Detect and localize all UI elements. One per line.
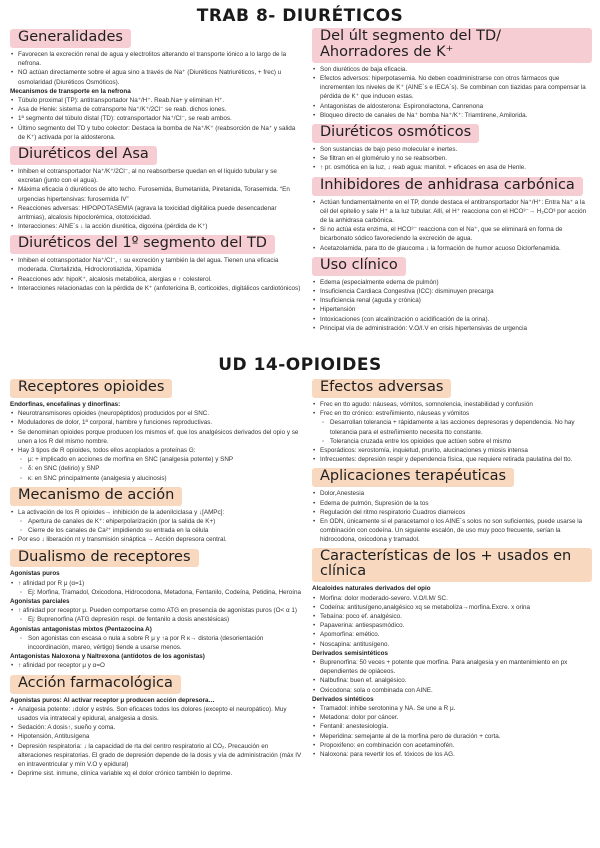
section-ultimo-segmento bbox=[312, 28, 592, 120]
list-item: • Frec en tto agudo: náuseas, vómitos, somnolencia, inestabilidad y confusión bbox=[312, 400, 592, 409]
list-item: • Dolor,Anestesia bbox=[312, 489, 592, 498]
list-subitem: ◦ Desarrollan tolerancia + rápidamente a las acciones depresoras y dependencia. No hay tolerancia para el estreñimiento necesita tto constante. bbox=[312, 418, 592, 436]
list-item: • Sedación: A dosis↑, sueño y coma. bbox=[10, 723, 302, 732]
list-item: • Son sustancias de bajo peso molecular e inertes. bbox=[312, 145, 592, 154]
heading-osmoticos: Diuréticos osmóticos bbox=[312, 124, 479, 143]
list-asa bbox=[10, 167, 302, 231]
list-item: • Frec en tto crónico: estreñimiento, náuseas y vómitos bbox=[312, 409, 592, 418]
list-item: • ↑ afinidad por R μ (α=1) bbox=[10, 579, 302, 588]
list-item: • Principal vía de administración: V.O/I.V en crisis hipertensivas de urgencia bbox=[312, 324, 592, 333]
list-item: • En ODN, únicamente si el paracetamol o los AINE´s solos no son suficientes, puede usarse la combinación con codeína. Un siguiente escalón, de uso muy poco frecuente, serían la hidrocodona, oxicodona y tramadol. bbox=[312, 517, 592, 545]
group-title: Alcaloides naturales derivados del opio bbox=[312, 585, 431, 593]
list-item: • Morfina: dolor moderado-severo. V.O/I.M/ SC. bbox=[312, 594, 592, 603]
group-title: Agonistas antagonistas mixtos (Pentazocina A) bbox=[10, 625, 152, 633]
list-item: • Propoxifeno: en combinación con acetaminofén. bbox=[312, 741, 592, 750]
list-item: • Metadona: dolor por cáncer. bbox=[312, 713, 592, 722]
list-item: • Meperidina: semejante al de la morfina pero de duración + corta. bbox=[312, 732, 592, 741]
list-item: • Edema de pulmón, Supresión de la tos bbox=[312, 499, 592, 508]
list-item: • Nalbufina: buen ef. analgésico. bbox=[312, 676, 592, 685]
list-item: • La activación de los R opioides→ inhibición de la adenilciclasa y ↓[AMPc]: bbox=[10, 508, 302, 517]
list-item: • Efectos adversos: hiperpotasemia. No deben coadministrarse con otros fármacos que incrementen los niveles de K⁺ (AINE´s e IECA´s). Se combinan con tiazidas para compensar la pérdida de K⁺ que inducen estas. bbox=[312, 74, 592, 102]
list-item: • Se filtran en el glomérulo y no se reabsorben. bbox=[312, 154, 592, 163]
list-item: • ↑ pr. osmótica en la luz, ↓ reab agua: manitol. + eficaces en asa de Henle. bbox=[312, 163, 592, 172]
list-item: • Infrecuentes: depresión respir y dependencia física, que requiere retirada paulatina del tto. bbox=[312, 455, 592, 464]
heading-caracteristicas: Características de los + usados en clínica bbox=[312, 548, 592, 583]
list-item: • Esporádicos: xerostomía, inquietud, prurito, alucinaciones y miosis intensa bbox=[312, 446, 592, 455]
left-bottom-column bbox=[10, 378, 302, 778]
page-title-opioides: UD 14-OPIOIDES bbox=[218, 355, 382, 375]
section-accion-farmacologica bbox=[10, 674, 302, 779]
list-agonistas-puros bbox=[10, 579, 302, 597]
left-top-column bbox=[10, 28, 302, 293]
group-title: Derivados sintéticos bbox=[312, 695, 374, 703]
right-top-column bbox=[312, 28, 592, 333]
list-item: • Fentanil: anestesiología. bbox=[312, 722, 592, 731]
heading-accion-farmacologica: Acción farmacológica bbox=[10, 675, 181, 694]
right-bottom-column bbox=[312, 378, 592, 759]
list-item: • Buprenorfina: 50 veces + potente que morfina. Para analgesia y en mantenimiento en px dependientes de opiáceos. bbox=[312, 658, 592, 676]
list-agonistas-parciales bbox=[10, 606, 302, 624]
list-semisinteticos bbox=[312, 658, 592, 695]
heading-asa: Diuréticos del Asa bbox=[10, 146, 157, 165]
list-item: • Interacciones: AINE´s ↓ la acción diurética, digoxina (pérdida de K⁺) bbox=[10, 222, 302, 231]
section-generalidades bbox=[10, 28, 302, 142]
list-subitem: ◦ Apertura de canales de K⁺: ehiperpolarización (por la salida de K+) bbox=[10, 517, 302, 526]
section-asa bbox=[10, 145, 302, 231]
list-item: • ↑ afinidad por receptor μ. Pueden comportarse como ATG en presencia de agonistas puros (O< α 1) bbox=[10, 606, 302, 615]
list-item: • ↑ afinidad por receptor μ y α=O bbox=[10, 661, 302, 670]
section-efectos bbox=[312, 378, 592, 464]
list-item: • Intoxicaciones (con alcalinización o acidificación de la orina). bbox=[312, 315, 592, 324]
list-item: • Moduladores de dolor, 1ª corporal, hambre y funciones reproductivas. bbox=[10, 418, 302, 427]
list-item: • Favorecen la excreción renal de agua y electrolitos alterando el transporte iónico a lo largo de la nefrona. bbox=[10, 50, 302, 68]
list-generalidades bbox=[10, 50, 302, 87]
list-item: • Hipertensión bbox=[312, 305, 592, 314]
list-item: • 1ª segmento del túbulo distal (TD): cotransportador Na⁺/Cl⁻, se reab ambos. bbox=[10, 114, 302, 123]
heading-generalidades: Generalidades bbox=[10, 29, 131, 48]
heading-ultimo-segmento: Del últ segmento del TD/ Ahorradores de K⁺ bbox=[312, 28, 592, 63]
heading-dualismo: Dualismo de receptores bbox=[10, 549, 199, 568]
list-item: • Deprime sist. inmune, clínica variable xq el dolor crónico también lo deprime. bbox=[10, 769, 302, 778]
group-title: Agonistas parciales bbox=[10, 598, 70, 606]
list-subitem: ◦ κ: en SNC principalmente (analgesia y alucinosis) bbox=[10, 474, 302, 483]
section-mecanismo bbox=[10, 486, 302, 545]
list-antagonistas bbox=[10, 661, 302, 670]
section-aplicaciones bbox=[312, 467, 592, 544]
list-efectos bbox=[312, 400, 592, 464]
list-item: • Apomorfina: emético. bbox=[312, 630, 592, 639]
list-item: • Papaverina: antiespasmódico. bbox=[312, 621, 592, 630]
list-alcaloides bbox=[312, 594, 592, 649]
heading-mecanismo: Mecanismo de acción bbox=[10, 487, 182, 506]
list-item: • Inhiben el cotransportador Na⁺/Cl⁻, ↑ su excreción y también la del agua. Tienen una eficacia moderada. Clortalizida, Hidroclorotiazida, Xipamida bbox=[10, 256, 302, 274]
list-item: • Edema (especialmente edema de pulmón) bbox=[312, 278, 592, 287]
section-caracteristicas bbox=[312, 548, 592, 760]
list-item: • Inhiben el cotransportador Na⁺/K⁺/2Cl⁻, al no reabsorberse quedan en el líquido tubular y se excretan (junto con el agua). bbox=[10, 167, 302, 185]
lead-agonistas: Agonistas puros: Al activar receptor μ producen acción depresora… bbox=[10, 696, 215, 704]
list-item: • Depresión respiratoria: ↓ la capacidad de rta del centro respiratorio al CO₂. Precaución en alteraciones respiratorias. El grado de depresión depende de la dosis y vía de administración (máx IV en intraventricular y mín V.O y epidural) bbox=[10, 742, 302, 770]
list-sinteticos bbox=[312, 704, 592, 759]
list-item: • Hipotensión, Antitusígena bbox=[10, 732, 302, 741]
subtitle-mecanismos: Mecanismos de transporte en la nefrona bbox=[10, 87, 131, 95]
list-subitem: ◦ Son agonistas con escasa o nula a sobre R μ y ↑a por R κ→ distoria (desorientación incoordinación, mareo, vértigo) tiende a usarse menos. bbox=[10, 634, 302, 652]
list-item: • Analgesia potente: ↓dolor y estrés. Son eficaces todos los dolores (excepto el neuropático). Muy usados vía intratecal y epidural, analgesia a dosis. bbox=[10, 705, 302, 723]
list-anhidrasa bbox=[312, 198, 592, 253]
list-item: • Insuficiencia Cardiaca Congestiva (ICC): disminuyen precarga bbox=[312, 287, 592, 296]
list-item: • Asa de Henle: sistema de cotransporte Na⁺/K⁺/2Cl⁻ se reab. dichos iones. bbox=[10, 105, 302, 114]
list-subitem: ◦ δ: en SNC (delirio) y SNP bbox=[10, 464, 302, 473]
section-dualismo bbox=[10, 548, 302, 671]
list-item: • Son diuréticos de baja eficacia. bbox=[312, 65, 592, 74]
list-subitem: ◦ Ej: Morfina, Tramadol, Oxicodona, Hidrocodona, Metadona, Fentanilo, Codeína, Petidina, Heroína bbox=[10, 588, 302, 597]
list-item: • Si no actúa esta enzima, el HCO³⁻ reacciona con el Na⁺, que se eliminará en forma de bicarbonato sódico favoreciendo la excreción de agua. bbox=[312, 225, 592, 243]
list-item: • Túbulo proximal (TP): antitransportador Na⁺/H⁺. Reab.Na+ y eliminan H⁺. bbox=[10, 96, 302, 105]
list-item: • Por eso ↓ liberación nt y transmisión sináptica → Acción depresora central. bbox=[10, 535, 302, 544]
heading-receptores: Receptores opioides bbox=[10, 379, 172, 398]
list-subitem: ◦ Ej: Buprenorfina (ATG depresión respi. de fentanilo a dosis anestésicas) bbox=[10, 615, 302, 624]
list-item: • Reacciones adversas: HIPOPOTASEMIA (agrava la toxicidad digitálica puede desencadenar arritmias), alcalosis hipoclorémica, ototoxicidad. bbox=[10, 204, 302, 222]
list-uso-clinico bbox=[312, 278, 592, 333]
list-osmoticos bbox=[312, 145, 592, 173]
list-subitem: ◦ Cierre de los canales de Ca²⁺ impidiendo su entrada en la célula bbox=[10, 526, 302, 535]
list-item: • Neurotransmisores opioides (neuropéptidos) producidos por el SNC. bbox=[10, 409, 302, 418]
section-receptores bbox=[10, 378, 302, 483]
list-item: • Regulación del ritmo respiratorio Cuadros diarreicos bbox=[312, 508, 592, 517]
list-item: • Oxicodona: sola o combinada con AINE. bbox=[312, 686, 592, 695]
list-mecanismo bbox=[10, 508, 302, 545]
section-anhidrasa bbox=[312, 176, 592, 253]
list-item: • Tebaína: poco ef. analgésico. bbox=[312, 612, 592, 621]
list-item: • Insuficiencia renal (aguda y crónica) bbox=[312, 296, 592, 305]
list-item: • Hay 3 tipos de R opioides, todos ellos acoplados a proteínas G: bbox=[10, 446, 302, 455]
list-item: • Interacciones relacionadas con la pérdida de K⁺ (anfotericina B, corticoides, digitálicos cardiotónicos) bbox=[10, 284, 302, 293]
list-item: • Naloxona: para revertir los ef. tóxicos de los AG. bbox=[312, 750, 592, 759]
group-title: Agonistas puros bbox=[10, 570, 60, 578]
list-subitem: ◦ μ: + implicado en acciones de morfina en SNC (analgesia potente) y SNP bbox=[10, 455, 302, 464]
list-item: • Bloqueo directo de canales de Na⁺ bomba Na⁺/K⁺: Triamtirene, Amilorida. bbox=[312, 111, 592, 120]
section-osmoticos bbox=[312, 123, 592, 173]
list-item: • Tramadol: inhibe serotonina y NA. Se une a R μ. bbox=[312, 704, 592, 713]
section-uso-clinico bbox=[312, 256, 592, 333]
list-primer bbox=[10, 256, 302, 293]
list-agonistas-mixtos bbox=[10, 634, 302, 652]
heading-uso-clinico: Uso clínico bbox=[312, 257, 406, 276]
group-title: Derivados semisintéticos bbox=[312, 649, 388, 657]
list-item: • Antagonistas de aldosterona: Espironolactona, Canrenona bbox=[312, 102, 592, 111]
list-item: • Último segmento del TD y tubo colector: Destaca la bomba de Na⁺/K⁺ (reabsorción de Na⁺ y salida de K⁺) activada por la aldosterona. bbox=[10, 124, 302, 142]
list-receptores bbox=[10, 409, 302, 483]
page-title-diureticos: TRAB 8- DIURÉTICOS bbox=[196, 6, 404, 26]
list-ultimo bbox=[312, 65, 592, 120]
section-primer-segmento bbox=[10, 234, 302, 293]
subtitle-endorfinas: Endorfinas, encefalinas y dinorfinas: bbox=[10, 400, 121, 408]
list-subitem: ◦ Tolerancia cruzada entre los opioides que actúen sobre el mismo bbox=[312, 437, 592, 446]
list-item: • Noscapina: antitusígeno. bbox=[312, 640, 592, 649]
list-item: • Reacciones adv: hipoK⁺, alcalosis metabólica, alergias e ↑ colesterol. bbox=[10, 275, 302, 284]
heading-primer-segmento: Diuréticos del 1º segmento del TD bbox=[10, 235, 275, 254]
list-mecanismos bbox=[10, 96, 302, 142]
list-item: • Codeína: antitusígeno,analgésico xq se metaboliza→morfina.Excre. x orina bbox=[312, 603, 592, 612]
heading-efectos: Efectos adversas bbox=[312, 379, 451, 398]
list-item: • Acetazolamida, para tto de glaucoma ↓ la formación de humor acuoso Diclorfenamida. bbox=[312, 244, 592, 253]
list-accion bbox=[10, 705, 302, 779]
list-item: • Actúan fundamentalmente en el TP, donde destaca el antitransportador Na⁺/H⁺: Entra Na⁺ a la cél del epitelio y sale H⁺ a la luz tubular. Allí, el H⁺ reacciona con el HCO³⁻→ H₂CO³ por acción de la anhidrasa carbónica. bbox=[312, 198, 592, 226]
list-item: • NO actúan directamente sobre el agua sino a través de Na⁺ (Diuréticos Natriuréticos, + frec) u osmolaridad (Diuréticos Osmóticos). bbox=[10, 68, 302, 86]
heading-anhidrasa: Inhibidores de anhidrasa carbónica bbox=[312, 177, 583, 196]
list-item: • Máxima eficacia ó diuréticos de alto techo. Furosemida, Bumetanida, Piretanida, Torasemida. “En urgencias hipertensivas: furosemida IV” bbox=[10, 185, 302, 203]
list-aplicaciones bbox=[312, 489, 592, 544]
heading-aplicaciones: Aplicaciones terapéuticas bbox=[312, 468, 514, 487]
list-item: • Se denominan opioides porque producen los mismos ef. que los analgésicos derivados del opio y se unen a los R del mismo nombre. bbox=[10, 428, 302, 446]
group-title: Antagonistas Naloxona y Naltrexona (antídotos de los agonistas) bbox=[10, 653, 205, 661]
